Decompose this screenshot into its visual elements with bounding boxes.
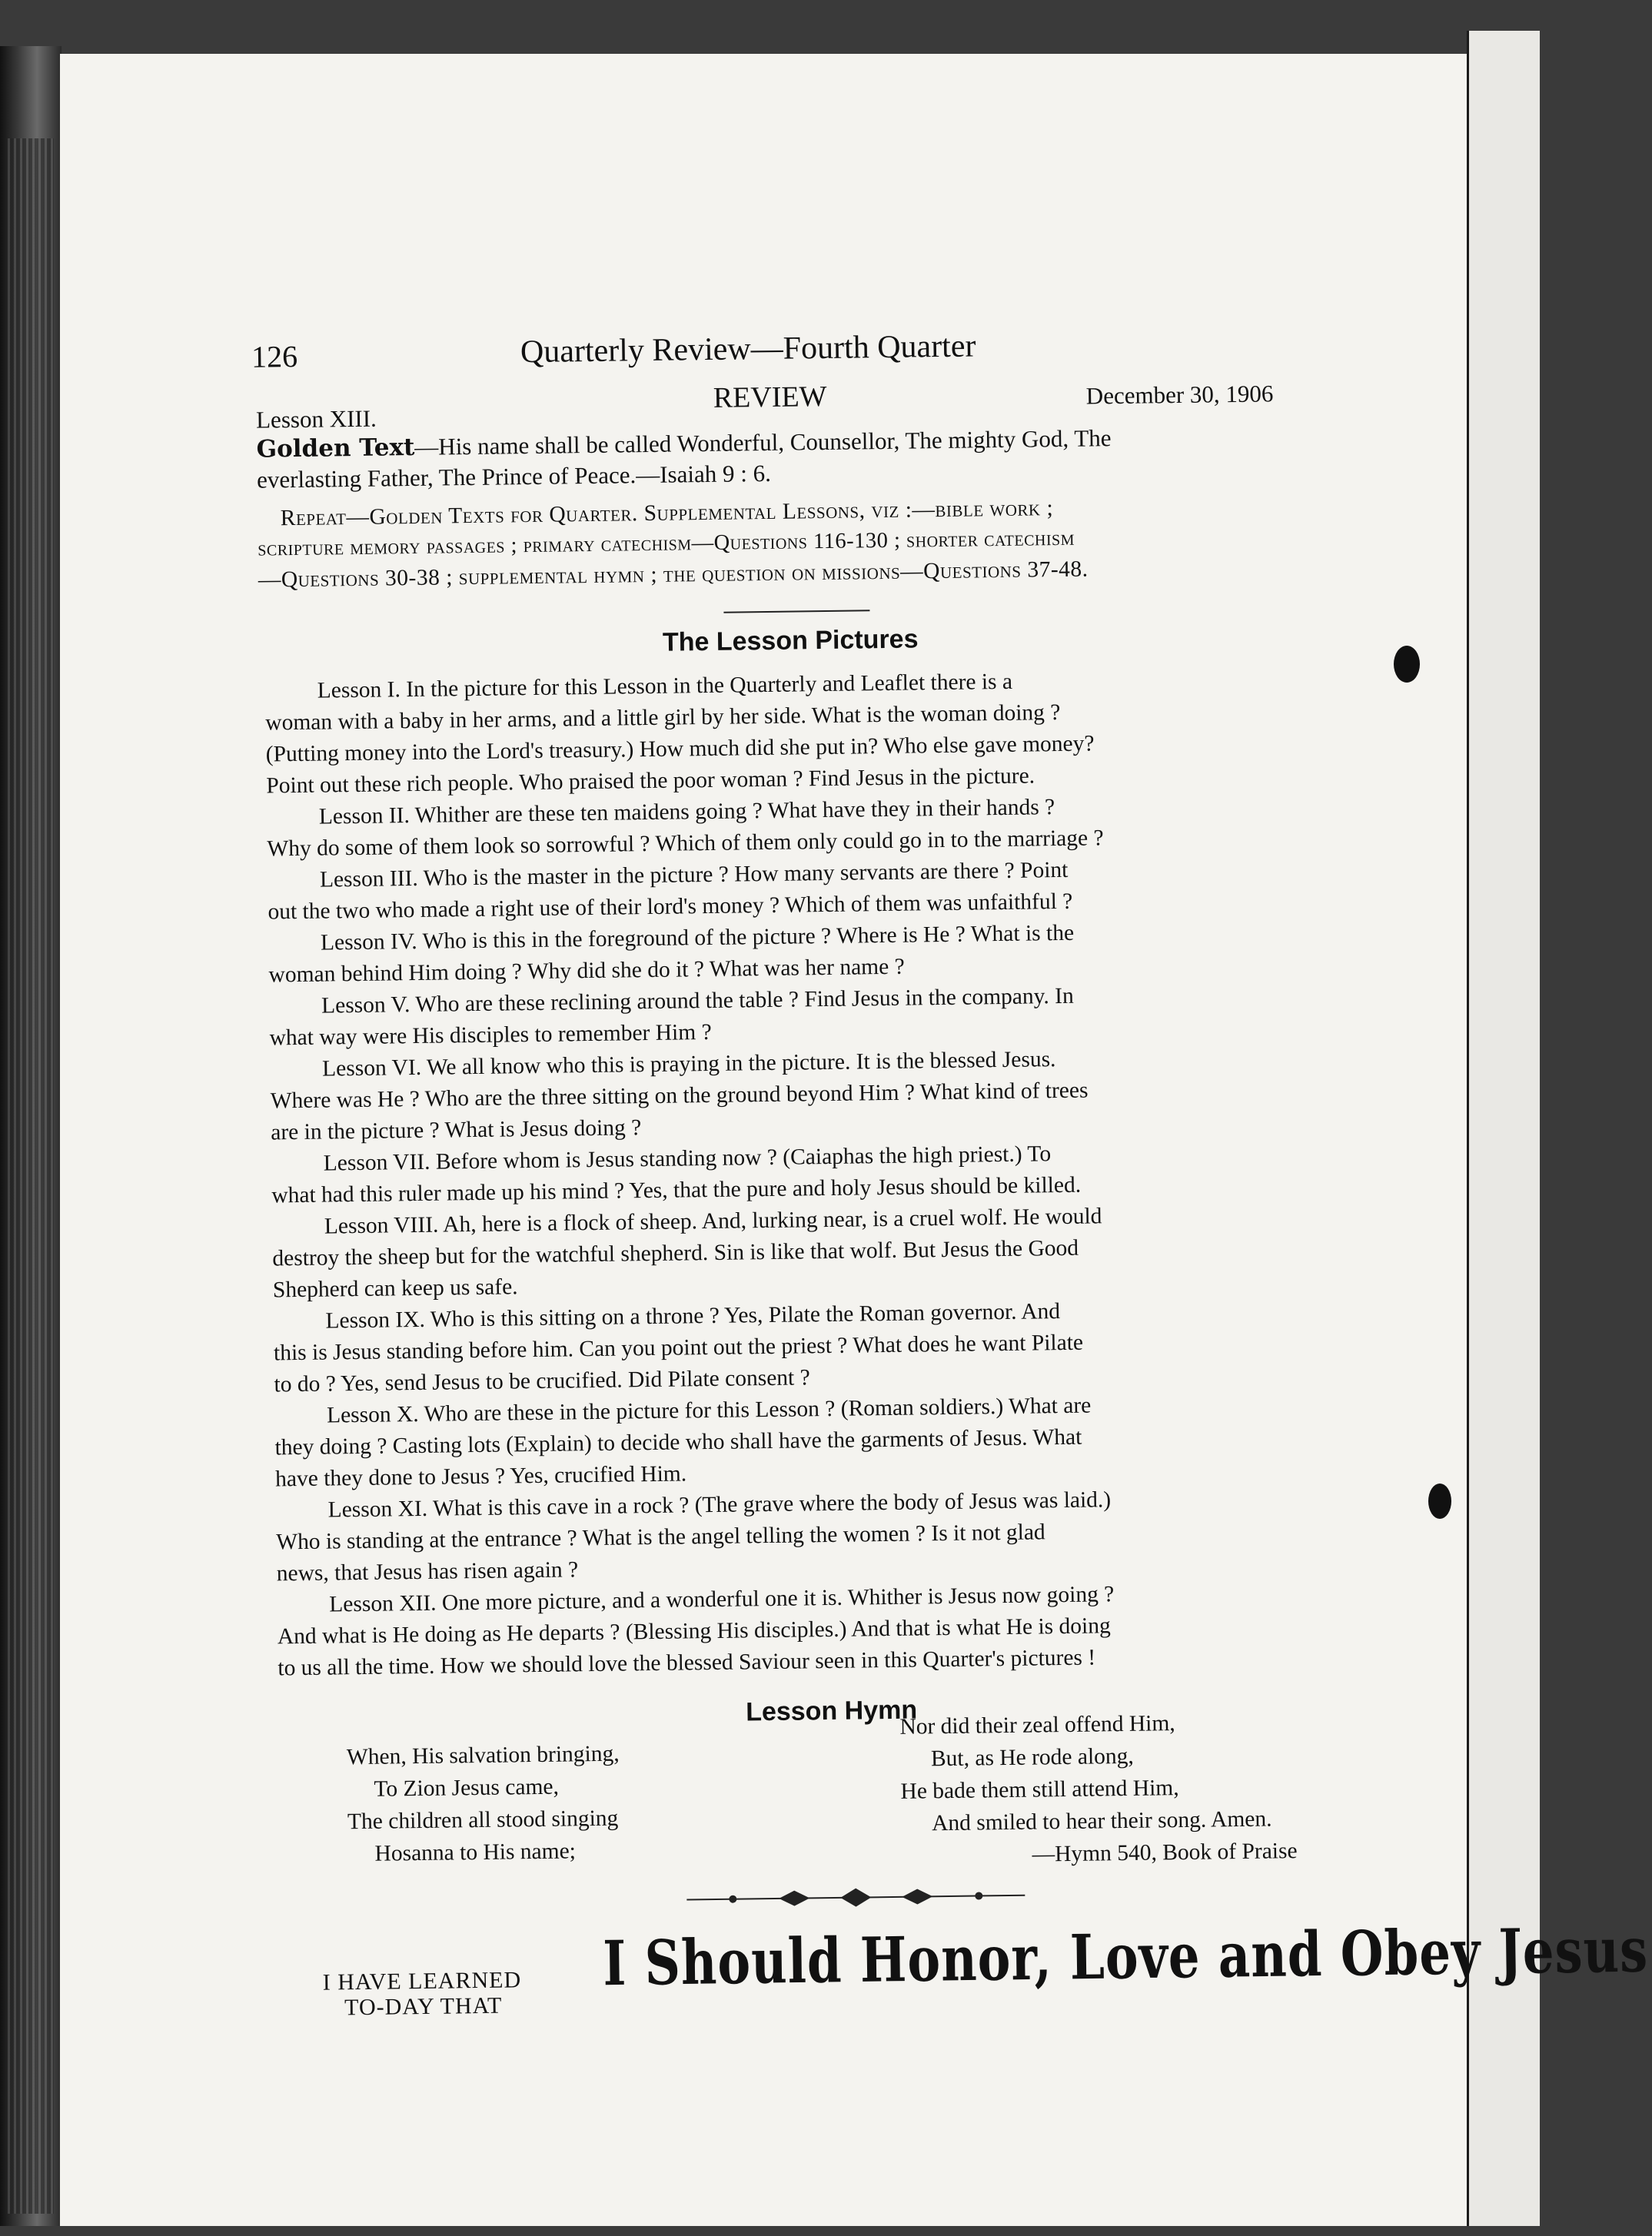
hymn-line: Hosanna to His name;: [374, 1839, 577, 1866]
text-line: Lesson VI. We all know who this is praying in the picture. It is the blessed Jesus.: [321, 1047, 1056, 1081]
hymn-line: The children all stood singing: [347, 1806, 619, 1835]
text-line: Lesson I. In the picture for this Lesson in the Quarterly and Leaflet there is a: [317, 669, 1013, 703]
text-line: Where was He ? Who are the three sitting on the ground beyond Him ? What kind of trees: [270, 1078, 1089, 1114]
ornamental-divider: [686, 1884, 1025, 1912]
text-line: Lesson II. Whither are these ten maidens going ? What have they in their hands ?: [318, 795, 1055, 829]
hymn-heading: Lesson Hymn: [745, 1695, 918, 1727]
text-line: news, that Jesus has risen again ?: [276, 1557, 579, 1586]
lesson-label: Lesson XIII.: [255, 404, 377, 434]
text-line: Lesson IV. Who is this in the foreground of the picture ? Where is He ? What is the: [320, 920, 1075, 955]
text-line: what way were His disciples to remember Him ?: [269, 1019, 712, 1051]
text-line: Lesson III. Who is the master in the picture ? How many servants are there ? Point: [319, 857, 1069, 892]
golden-text-2: everlasting Father, The Prince of Peace.—Isaiah 9 : 6.: [256, 459, 772, 493]
hymn-line: And smiled to hear their song. Amen.: [931, 1806, 1272, 1836]
text-line: Why do some of them look so sorrowful ? Which of them only could go in to the marriage ?: [267, 826, 1104, 862]
text-line: to do ? Yes, send Jesus to be crucified. Did Pilate consent ?: [274, 1365, 810, 1397]
text-line: Shepherd can keep us safe.: [272, 1274, 518, 1303]
text-line: Lesson XI. What is this cave in a rock ? (The grave where the body of Jesus was laid.): [327, 1487, 1112, 1523]
running-head: Quarterly Review—Fourth Quarter: [520, 328, 976, 370]
text-line: out the two who made a right use of their lord's money ? Which of them was unfaithful ?: [268, 889, 1073, 925]
lesson-date: December 30, 1906: [1085, 380, 1274, 410]
pictures-heading: The Lesson Pictures: [662, 624, 919, 657]
page-number: 126: [251, 338, 298, 374]
repeat-line-3: —Questions 30-38 ; supplemental hymn ; the question on missions—Questions 37-48.: [258, 557, 1089, 593]
text-line: Lesson X. Who are these in the picture for this Lesson ? (Roman soldiers.) What are: [326, 1393, 1092, 1428]
text-line: this is Jesus standing before him. Can you point out the priest ? What does he want Pilate: [273, 1330, 1084, 1366]
text-line: to us all the time. How we should love the blessed Saviour seen in this Quarter's pictures !: [278, 1645, 1096, 1681]
text-line: are in the picture ? What is Jesus doing ?: [271, 1115, 642, 1145]
golden-text-label: Golden Text: [256, 433, 415, 463]
text-line: Lesson VII. Before whom is Jesus standing now ? (Caiaphas the high priest.) To: [323, 1141, 1052, 1176]
hymn-line: But, as He rode along,: [930, 1743, 1134, 1772]
golden-text-1: —His name shall be called Wonderful, Counsellor, The mighty God, The: [414, 424, 1112, 460]
text-line: woman behind Him doing ? Why did she do it ? What was her name ?: [268, 954, 905, 988]
text-line: Who is standing at the entrance ? What is the angel telling the women ? Is it not glad: [276, 1520, 1045, 1555]
hymn-line: To Zion Jesus came,: [374, 1774, 560, 1802]
hymn-source: —Hymn 540, Book of Praise: [1032, 1839, 1298, 1867]
section-divider: [723, 610, 869, 613]
learned-caption: [323, 1967, 522, 2020]
text-line: have they done to Jesus ? Yes, crucified Him.: [274, 1461, 687, 1492]
repeat-line-1: Repeat—Golden Texts for Quarter. Supplemental Lessons, viz :—bible work ;: [280, 496, 1054, 531]
repeat-line-2: scripture memory passages ; primary catechism—Questions 116-130 ; shorter catechism: [258, 526, 1075, 561]
text-line: what had this ruler made up his mind ? Yes, that the pure and holy Jesus should be killed.: [271, 1172, 1082, 1208]
text-line: (Putting money into the Lord's treasury.) How much did she put in? Who else gave money?: [265, 731, 1095, 767]
hymn-line: He bade them still attend Him,: [900, 1776, 1179, 1804]
text-line: Lesson VIII. Ah, here is a flock of sheep. And, lurking near, is a cruel wolf. He would: [324, 1204, 1102, 1239]
hymn-line: Nor did their zeal offend Him,: [899, 1711, 1175, 1739]
text-line: destroy the sheep but for the watchful shepherd. Sin is like that wolf. But Jesus the Good: [272, 1235, 1079, 1271]
text-line: they doing ? Casting lots (Explain) to decide who shall have the garments of Jesus. What: [274, 1424, 1082, 1460]
motto: I Should Honor, Love and Obey Jesus: [602, 1914, 1649, 2001]
learned-line-2: TO-DAY THAT: [344, 1992, 503, 2021]
text-line: woman with a baby in her arms, and a little girl by her side. What is the woman doing ?: [265, 699, 1061, 736]
text-line: Lesson XII. One more picture, and a wonderful one it is. Whither is Jesus now going ?: [329, 1582, 1115, 1617]
text-line: Point out these rich people. Who praised the poor woman ? Find Jesus in the picture.: [266, 763, 1035, 799]
text-line: Lesson V. Who are these reclining around the table ? Find Jesus in the company. In: [321, 983, 1074, 1018]
text-line: Lesson IX. Who is this sitting on a throne ? Yes, Pilate the Roman governor. And: [325, 1299, 1061, 1334]
hymn-line: When, His salvation bringing,: [346, 1741, 620, 1770]
review-title: REVIEW: [713, 380, 827, 414]
golden-text-line-1: [256, 424, 1111, 463]
text-line: And what is He doing as He departs ? (Blessing His disciples.) And that is what He is doing: [277, 1613, 1111, 1650]
learned-line-1: I HAVE LEARNED: [322, 1967, 522, 1995]
